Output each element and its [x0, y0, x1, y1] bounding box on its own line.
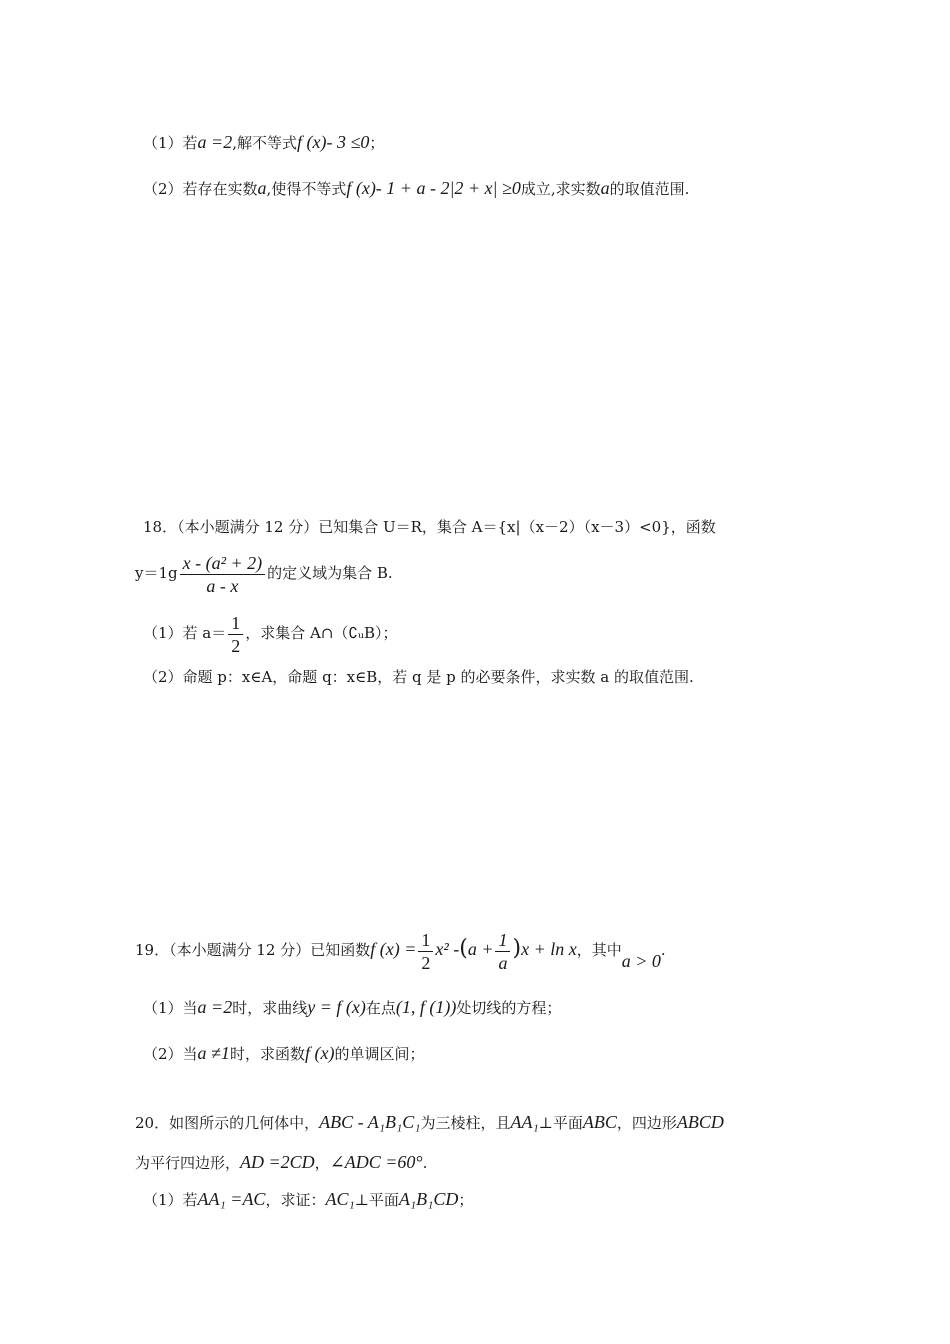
text: ,解不等式	[232, 134, 297, 152]
denominator: a	[498, 952, 508, 973]
text: 为平行四边形，	[135, 1154, 241, 1172]
text: 时，求曲线	[232, 999, 308, 1017]
text: .	[422, 1154, 428, 1172]
text: 在点	[365, 999, 396, 1017]
text: （1）若	[143, 134, 198, 152]
math: a =2	[197, 132, 233, 152]
numerator: x - (a² + 2)	[180, 552, 266, 575]
math: y = f (x)	[307, 997, 366, 1017]
p18-q1	[143, 610, 398, 657]
text: （2）当	[143, 1045, 198, 1063]
p19-header	[135, 926, 666, 974]
numerator: 1	[228, 612, 243, 635]
numerator: 1	[495, 929, 510, 952]
numerator: 1	[418, 929, 433, 952]
text: ，求证：	[265, 1191, 326, 1209]
p18-q2	[143, 667, 694, 687]
text: ⊥平面	[538, 1114, 583, 1132]
fraction	[495, 929, 510, 974]
text: ,使得不等式	[266, 180, 347, 198]
text: （1）若 a＝	[143, 624, 227, 642]
p18-function	[135, 550, 393, 597]
text: ；	[369, 134, 385, 152]
text: .	[660, 941, 666, 959]
math: f (x) =	[370, 939, 417, 959]
denominator: 2	[421, 952, 431, 973]
math: a =2	[197, 997, 233, 1017]
text: 的单调区间；	[334, 1045, 425, 1063]
p19-q2	[143, 1043, 424, 1064]
p17-q1	[143, 132, 384, 153]
denominator: 2	[231, 635, 241, 656]
p20-q1	[143, 1189, 473, 1210]
denominator: a - x	[206, 575, 239, 596]
text: ，求集合 A∩（∁ᵤB）；	[245, 624, 398, 642]
math: a	[257, 178, 267, 198]
math: AD =2CD	[240, 1152, 315, 1172]
text: 18．（本小题满分 12 分）已知集合 U＝R，集合 A＝{x|（x－2）（x－3）<0}，函数	[143, 518, 716, 536]
text: ，	[314, 1154, 330, 1172]
math: a ≠1	[197, 1043, 230, 1063]
math: a +	[467, 939, 494, 959]
p20-line1	[135, 1112, 724, 1133]
math: AA₁	[510, 1112, 539, 1132]
p19-q1	[143, 997, 561, 1018]
math: f (x)	[304, 1043, 335, 1063]
text: ⊥平面	[354, 1191, 399, 1209]
math: a	[600, 178, 610, 198]
math: a > 0	[621, 951, 661, 971]
text: 时，求函数	[229, 1045, 305, 1063]
math: (1, f (1))	[395, 997, 457, 1017]
text: （2）若存在实数	[143, 180, 258, 198]
math: x² -	[435, 939, 460, 959]
math: A₁B₁CD	[398, 1189, 459, 1209]
math: AA₁ =AC	[197, 1189, 266, 1209]
text: 为三棱柱，且	[420, 1114, 511, 1132]
text: ；	[458, 1191, 474, 1209]
text: ，四边形	[616, 1114, 677, 1132]
math: ABC	[582, 1112, 617, 1132]
math: f (x)- 1 + a - 2|2 + x| ≥0	[346, 178, 521, 198]
open-paren: (	[459, 936, 468, 961]
math: AC₁	[325, 1189, 355, 1209]
text: 19．（本小题满分 12 分）已知函数	[135, 941, 371, 959]
text: （2）命题 p：x∈A，命题 q：x∈B，若 q 是 p 的必要条件，求实数 a 的取值范围.	[143, 668, 694, 686]
math: ∠ADC =60°	[329, 1152, 423, 1172]
text: 20．如图所示的几何体中，	[135, 1114, 320, 1132]
text: 的取值范围.	[609, 180, 690, 198]
p18-header	[143, 517, 716, 537]
text: 处切线的方程；	[456, 999, 562, 1017]
text: 的定义域为集合 B.	[267, 564, 393, 582]
text: （1）当	[143, 999, 198, 1017]
p20-line2	[135, 1152, 427, 1173]
math: ABCD	[676, 1112, 724, 1132]
text: （1）若	[143, 1191, 198, 1209]
text: y＝1g	[135, 564, 178, 582]
fraction	[418, 929, 433, 974]
close-paren: )	[512, 936, 522, 961]
text: ，其中	[576, 941, 622, 959]
p17-q2	[143, 178, 689, 199]
fraction	[180, 552, 266, 597]
math: f (x)- 3 ≤0	[296, 132, 370, 152]
math: ABC - A₁B₁C₁	[319, 1112, 421, 1132]
math: x + ln x	[521, 939, 577, 959]
fraction	[228, 612, 243, 657]
text: 成立,求实数	[520, 180, 601, 198]
